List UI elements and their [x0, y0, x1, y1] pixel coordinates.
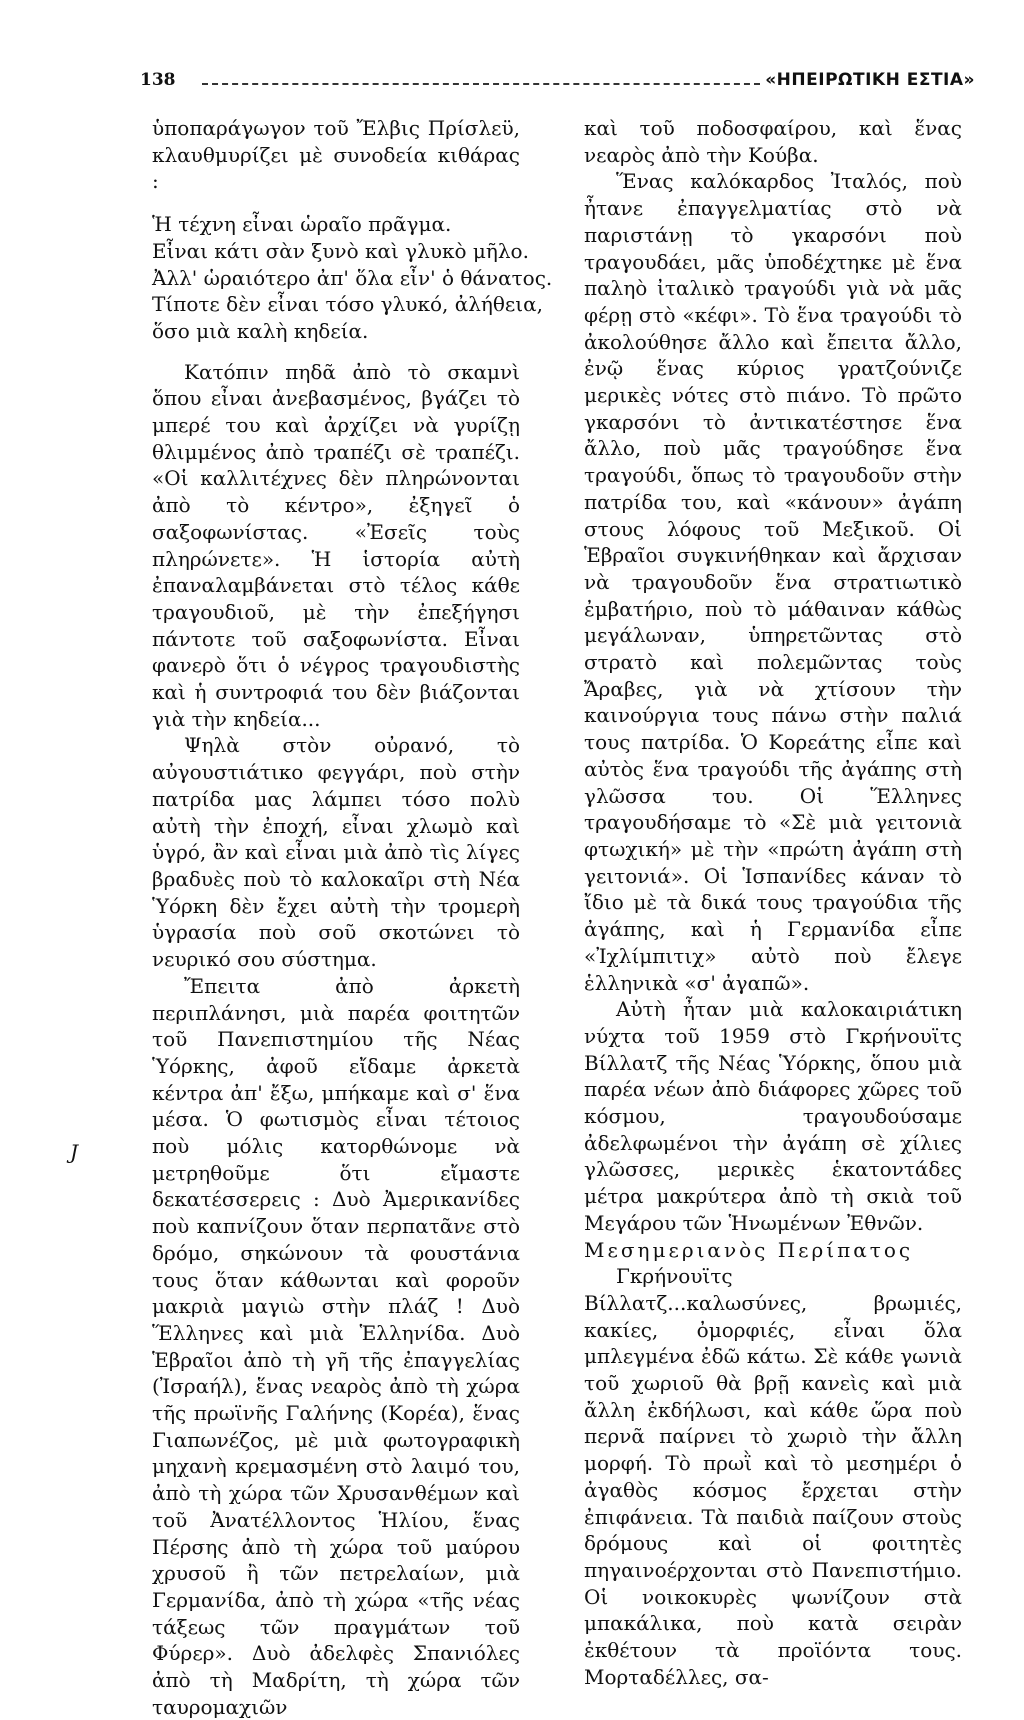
intro-paragraph: ὑποπαράγωγον τοῦ Ἔλβις Πρίσλεϋ, κλαυθμυρίζει μὲ συνοδεία κιθάρας :: [152, 116, 520, 194]
journal-title: «ΗΠΕΙΡΩΤΙΚΗ ΕΣΤΙΑ»: [765, 70, 975, 90]
body-paragraph: Ἔπειτα ἀπὸ ἀρκετὴ περιπλάνησι, μιὰ παρέα φοιτητῶν τοῦ Πανεπιστημίου τῆς Νέας Ὑόρκης, ἀφοῦ εἴδαμε ἀρκετὰ κέντρα ἀπ' ἔξω, μπήκαμε καὶ σ' ἕνα μέσα. Ὁ φωτισμὸς εἶναι τέτοιος ποὺ μόλις κατορθώνομε νὰ μετρηθοῦμε ὅτι εἴμαστε δεκατέσσερεις : Δυὸ Ἀμερικανίδες ποὺ καπνίζουν ὅταν περπατᾶνε στὸ δρόμο, σηκώνουν τὰ φουστάνια τους ὅταν κάθωνται καὶ φοροῦν μακριὰ μαγιὼ στὴν πλάζ ! Δυὸ Ἕλληνες καὶ μιὰ Ἑλληνίδα. Δυὸ Ἑβραῖοι ἀπὸ τὴ γῆ τῆς ἐπαγγελίας (Ἰσραήλ), ἕνας νεαρὸς ἀπὸ τὴ χώρα τῆς πρωϊνῆς Γαλήνης (Κορέα), ἕνας Γιαπωνέζος, μὲ μιὰ φωτογραφικὴ μηχανὴ κρεμασμένη στὸ λαιμό του, ἀπὸ τὴ χώρα τῶν Χρυσανθέμων καὶ τοῦ Ἀνατέλλοντος Ἡλίου, ἕνας Πέρσης ἀπὸ τὴ χώρα τοῦ μαύρου χρυσοῦ ἢ τῶν πετρελαίων, μιὰ Γερμανίδα, ἀπὸ τὴ χώρα «τῆς νέας τάξεως τῶν πραγμάτων τοῦ Φύρερ». Δυὸ ἀδελφὲς Σπανιόλες ἀπὸ τὴ Μαδρίτη, τὴ χώρα τῶν ταυρομαχιῶν: [152, 973, 520, 1719]
body-paragraph: Κατόπιν πηδᾶ ἀπὸ τὸ σκαμνὶ ὅπου εἶναι ἀνεβασμένος, βγάζει τὸ μπερέ του καὶ ἀρχίζει νὰ γυρίζῃ θλιμμένος ἀπὸ τραπέζι σὲ τραπέζι. «Οἱ καλλιτέχνες δὲν πληρώνονται ἀπὸ τὸ κέντρο», ἐξηγεῖ ὁ σαξοφωνίστας. «Ἐσεῖς τοὺς πληρώνετε». Ἡ ἱστορία αὐτὴ ἐπαναλαμβάνεται στὸ τέλος κάθε τραγουδιοῦ, μὲ τὴν ἐπεξήγησι πάντοτε τοῦ σαξοφωνίστα. Εἶναι φανερὸ ὅτι ὁ νέγρος τραγουδιστὴς καὶ ἡ συντροφιά του δὲν βιάζονται γιὰ τὴν κηδεία...: [152, 359, 520, 731]
verse-line: Ἡ τέχνη εἶναι ὡραῖο πρᾶγμα.: [152, 212, 452, 237]
body-paragraph: Ψηλὰ στὸν οὐρανό, τὸ αὐγουστιάτικο φεγγάρι, ποὺ στὴν πατρίδα μας λάμπει τόσο πολὺ αὐτὴ τὴν ἐποχή, εἶναι χλωμὸ καὶ ὑγρό, ἂν καὶ εἶναι μιὰ ἀπὸ τὶς λίγες βραδυὲς ποὺ τὸ καλοκαῖρι στὴ Νέα Ὑόρκη δὲν ἔχει αὐτὴ τὴν τρομερὴ ὑγρασία ποὺ σοῦ σκοτώνει τὸ νευρικό σου σύστημα.: [152, 733, 520, 972]
header-rule: [202, 83, 760, 85]
page-number: 138: [140, 70, 176, 90]
verse-block: [152, 211, 553, 345]
verse-line: ὅσο μιὰ καλὴ κηδεία.: [152, 318, 369, 343]
body-paragraph: Ἕνας καλόκαρδος Ἰταλός, ποὺ ἦτανε ἐπαγγελματίας στὸ νὰ παριστάνῃ τὸ γκαρσόνι ποὺ τραγουδάει, μᾶς ὑποδέχτηκε μὲ ἕνα παληὸ ἰταλικὸ τραγούδι γιὰ νὰ μᾶς φέρῃ στὸ «κέφι». Τὸ ἕνα τραγούδι τὸ ἀκολούθησε ἄλλο καὶ ἔπειτα ἄλλο, ἐνῷ ἕνας κύριος γρατζούνιζε μερικὲς νότες στὸ πιάνο. Τὸ πρῶτο γκαρσόνι τὸ ἀντικατέστησε ἕνα ἄλλο, ποὺ μᾶς τραγούδησε ἕνα τραγούδι, ὅπως τὸ τραγουδοῦν στὴν πατρίδα του, καὶ «κάνουν» ἀγάπη στους λόφους τοῦ Μεξικοῦ. Οἱ Ἑβραῖοι συγκινήθηκαν καὶ ἄρχισαν νὰ τραγουδοῦν ἕνα στρατιωτικὸ ἐμβατήριο, ποὺ τὸ μάθαιναν κάθὼς μεγάλωναν, ὑπηρετῶντας στὸ στρατὸ καὶ πολεμῶντας τοὺς Ἄραβες, γιὰ νὰ χτίσουν τὴν καινούργια τους πάνω στὴν παλιά τους πατρίδα. Ὁ Κορεάτης εἶπε καὶ αὐτὸς ἕνα τραγούδι τῆς ἀγάπης στὴ γλῶσσα του. Οἱ Ἕλληνες τραγουδήσαμε τὸ «Σὲ μιὰ γειτονιὰ φτωχική» μὲ τὴν «πρώτη ἀγάπη στὴ γειτονιά». Οἱ Ἱσπανίδες κάναν τὸ ἴδιο μὲ τὰ δικά τους τραγούδια τῆς ἀγάπης, καὶ ἡ Γερμανίδα εἶπε «Ἰχλίμπιτιχ» αὐτὸ ποὺ ἔλεγε ἑλληνικὰ «σ' ἀγαπῶ».: [584, 169, 962, 995]
margin-mark: J: [70, 1140, 79, 1164]
body-paragraph: Αὐτὴ ἦταν μιὰ καλοκαιριάτικη νύχτα τοῦ 1959 στὸ Γκρήνουϊτς Βίλλατζ τῆς Νέας Ὑόρκης, ὅπου μιὰ παρέα νέων ἀπὸ διάφορες χῶρες τοῦ κόσμου, τραγουδούσαμε ἀδελφωμένοι τὴν ἀγάπη σὲ χίλιες γλῶσσες, μερικὲς ἑκατοντάδες μέτρα μακρύτερα ἀπὸ τὴ σκιὰ τοῦ Μεγάρου τῶν Ἡνωμένων Ἐθνῶν.: [584, 997, 962, 1235]
verse-line: Ἀλλ' ὡραιότερο ἀπ' ὅλα εἶν' ὁ θάνατος.: [152, 265, 553, 290]
left-column: [152, 115, 553, 1720]
body-paragraph: Γκρήνουϊτς Βίλλατζ...καλωσύνες, βρωμιές, κακίες, ὀμορφιές, εἶναι ὅλα μπλεγμένα ἐδῶ κάτω. Σὲ κάθε γωνιὰ τοῦ χωριοῦ θὰ βρῇ κανεὶς καὶ μιὰ ἄλλη ἐκδήλωσι, καὶ κάθε ὥρα ποὺ περνᾶ παίρνει τὸ χωριὸ τὴν ἄλλη μορφή. Τὸ πρωῒ καὶ τὸ μεσημέρι ὁ ἀγαθὸς κόσμος ἔρχεται στὴν ἐπιφάνεια. Τὰ παιδιὰ παίζουν στοὺς δρόμους καὶ οἱ φοιτητὲς πηγαινοέρχονται στὸ Πανεπιστήμιο. Οἱ νοικοκυρὲς ψωνίζουν στὰ μπακάλικα, ποὺ κατὰ σειρὰν ἐκθέτουν τὰ προϊόντα τους. Μορταδέλλες, σα-: [584, 1264, 962, 1689]
verse-line: Τίποτε δὲν εἶναι τόσο γλυκό, ἀλήθεια,: [152, 292, 543, 317]
continued-paragraph: καὶ τοῦ ποδοσφαίρου, καὶ ἕνας νεαρὸς ἀπὸ τὴν Κούβα.: [584, 116, 962, 167]
right-column: [584, 115, 962, 1690]
page-header: [140, 70, 975, 98]
verse-line: Εἶναι κάτι σὰν ξυνὸ καὶ γλυκὸ μῆλο.: [152, 238, 529, 263]
section-title: Μεσημεριανὸς Περίπατος: [584, 1237, 914, 1262]
